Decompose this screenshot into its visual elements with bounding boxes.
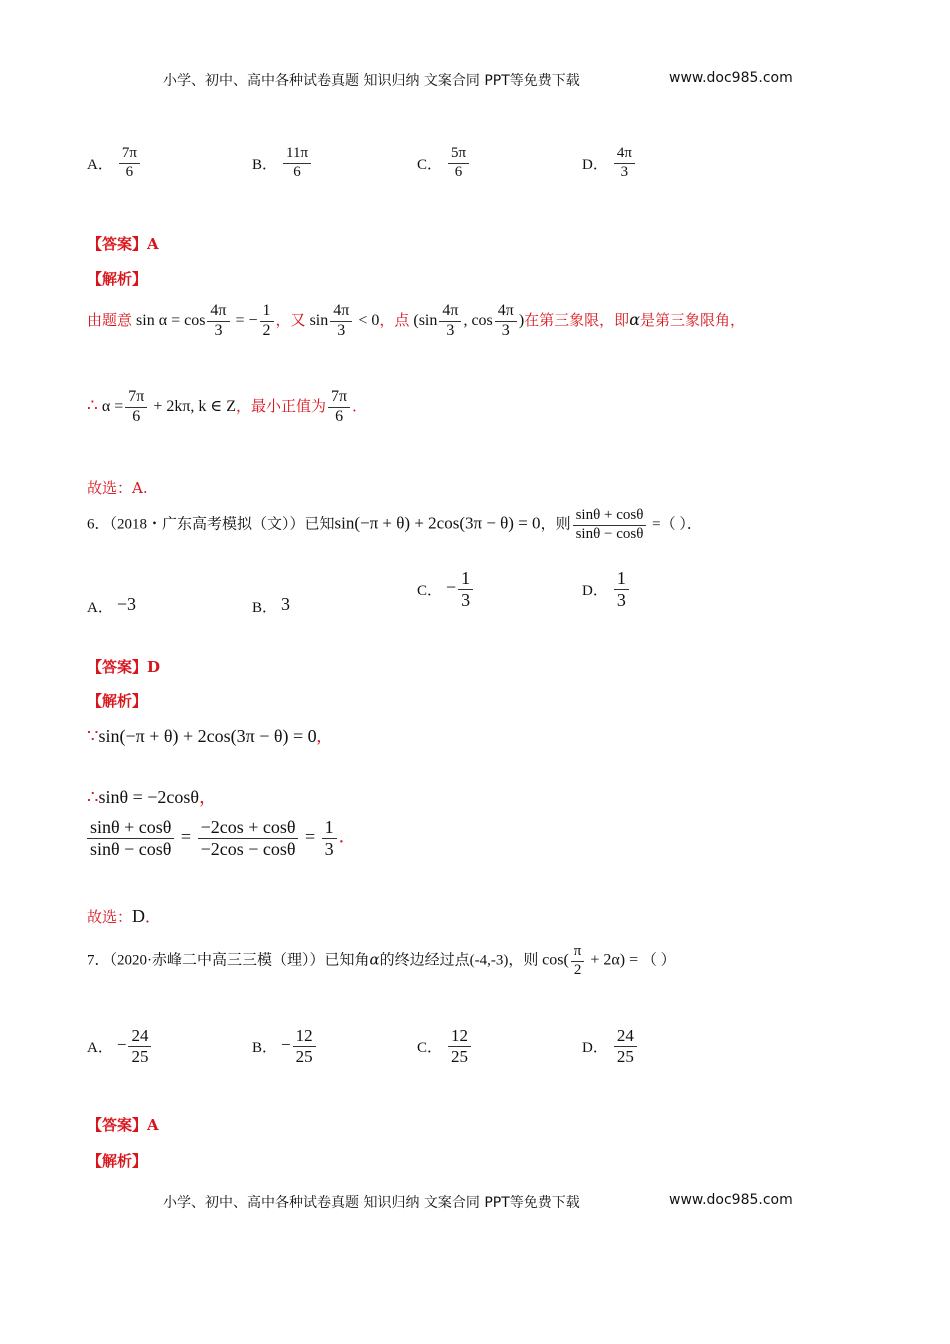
q5-conclusion: 故选：A. (87, 479, 148, 497)
footer-text: 小学、初中、高中各种试卷真题 知识归纳 文案合同 PPT等免费下载 (163, 1195, 580, 1211)
q7-answer: 【答案】A (87, 1116, 159, 1134)
page-footer (163, 1192, 580, 1212)
q7-option-b: B． − $\frac{12}{25}$ (252, 1027, 318, 1066)
q5-option-c: C． $\frac{5\pi}{6}$ (417, 146, 471, 181)
q7-stem: 7．（2020·赤峰二中高三三模（理））已知角α的终边经过点(-4,-3)，则 cos( $\frac{\pi}{2}$ + 2α) = （ ） (87, 943, 676, 978)
q6-option-d: D． $\frac{1}{3}$ (582, 569, 631, 610)
q7-option-a: A． − $\frac{24}{25}$ (87, 1027, 153, 1066)
q6-option-c: C． − $\frac{1}{3}$ (417, 569, 475, 610)
q5-analysis-line2: ∴ α = $\frac{7\pi}{6}$ + 2kπ, k ∈ Z，最小正值为 $\frac{7\pi}{6}$ ． (87, 388, 368, 425)
q6-option-a: A． −3 (87, 594, 136, 617)
q6-option-b: B． 3 (252, 594, 291, 617)
q7-option-c: C． $\frac{12}{25}$ (417, 1027, 473, 1066)
footer-website: www.doc985.com (669, 1192, 793, 1208)
header-text: 小学、初中、高中各种试卷真题 知识归纳 文案合同 PPT等免费下载 (163, 73, 580, 89)
q5-option-d: D． $\frac{4\pi}{3}$ (582, 146, 637, 181)
q6-analysis-label: 【解析】 (87, 692, 148, 710)
q5-analysis-line1: 由题意 sin α = cos $\frac{4\pi}{3}$ = − $\frac{1}{2}$ ，又 sin $\frac{4\pi}{3}$ < 0，点 (sin $\frac{4\pi}{3}$ , cos $\frac{4\pi}{3}$ )在第三象限，即α是第三象限角， (87, 302, 746, 339)
q5-analysis-label: 【解析】 (87, 270, 148, 288)
q6-answer: 【答案】D (87, 658, 161, 676)
q7-option-d: D． $\frac{24}{25}$ (582, 1027, 639, 1066)
page-header (163, 70, 580, 90)
q5-option-a: A． $\frac{7\pi}{6}$ (87, 146, 142, 181)
q5-answer: 【答案】A (87, 235, 159, 253)
q6-step1: ∵sin(−π + θ) + 2cos(3π − θ) = 0, (87, 726, 322, 746)
q6-stem: 6．（2018・广东高考模拟（文））已知sin(−π + θ) + 2cos(3π − θ) = 0，则 $\frac{\sin\theta + \cos\theta}{\sin\theta - \cos\theta}$ =（ ）． (87, 507, 702, 542)
q7-analysis-label: 【解析】 (87, 1152, 148, 1170)
q6-step3: $\frac{\sin\theta + \cos\theta}{\sin\theta - \cos\theta}$ = $\frac{-2\cos + \cos\theta}{-2\cos - \cos\theta}$ = $\frac{1}{3}$ ． (85, 818, 357, 859)
q6-step2: ∴sinθ = −2cosθ， (87, 787, 217, 807)
header-website: www.doc985.com (669, 70, 793, 86)
q5-option-b: B． $\frac{11\pi}{6}$ (252, 146, 313, 181)
q6-conclusion: 故选：D． (87, 906, 162, 926)
